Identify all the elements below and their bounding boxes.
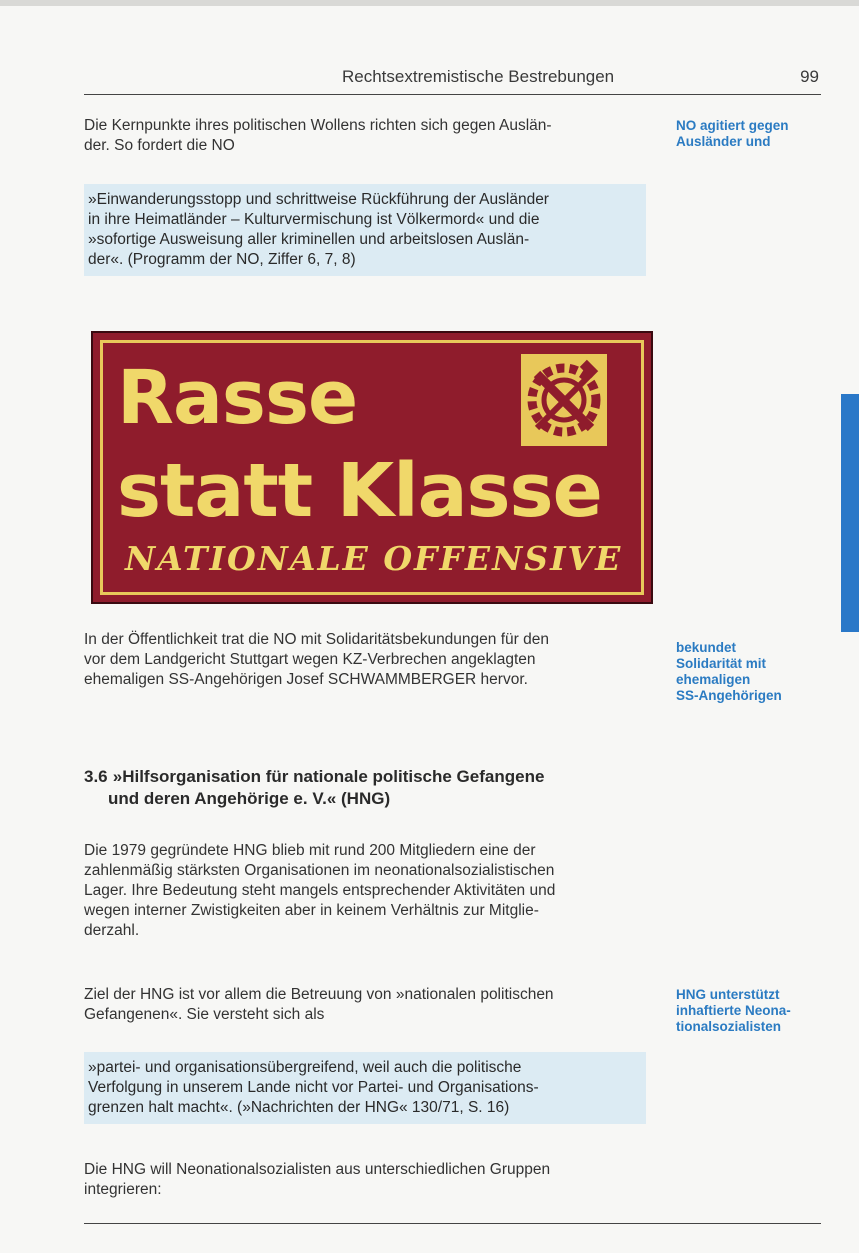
- note-line: HNG unterstützt: [676, 987, 780, 1002]
- section-number: 3.6: [84, 767, 108, 786]
- quote-line: »partei- und organisationsübergreifend, weil auch die politische: [88, 1059, 522, 1076]
- text-line: Lager. Ihre Bedeutung steht mangels entsprechender Aktivitäten und: [84, 882, 556, 899]
- poster-headline-2: statt Klasse: [117, 448, 602, 534]
- quote-line: der«. (Programm der NO, Ziffer 6, 7, 8): [88, 251, 356, 268]
- text-line: wegen interner Zwistigkeiten aber in keinem Verhältnis zur Mitglie-: [84, 902, 539, 919]
- margin-note-no-agitation: [676, 118, 826, 150]
- section-heading: [84, 766, 644, 810]
- gear-sword-emblem-icon: [521, 354, 607, 446]
- note-line: NO agitiert gegen: [676, 118, 789, 133]
- quote-line: Verfolgung in unserem Lande nicht vor Partei- und Organisations-: [88, 1079, 539, 1096]
- note-line: bekundet: [676, 640, 737, 655]
- running-title: Rechtsextremistische Bestrebungen: [342, 67, 615, 86]
- margin-note-solidarity: [676, 640, 826, 704]
- text-line: Gefangenen«. Sie versteht sich als: [84, 1006, 325, 1023]
- section-title-line1: »Hilfsorganisation für nationale politische Gefangene: [112, 767, 545, 786]
- note-line: inhaftierte Neona-: [676, 1003, 791, 1018]
- text-line: Die 1979 gegründete HNG blieb mit rund 200 Mitgliedern eine der: [84, 842, 536, 859]
- hng-paragraph: [84, 841, 646, 941]
- bottom-rule: [84, 1223, 821, 1224]
- text-line: der. So fordert die NO: [84, 137, 235, 154]
- quote-no-program: [84, 184, 646, 276]
- text-line: Die HNG will Neonationalsozialisten aus unterschiedlichen Gruppen: [84, 1161, 551, 1178]
- quote-hng-news: [84, 1052, 646, 1124]
- poster-frame: [100, 340, 644, 595]
- quote-line: grenzen halt macht«. (»Nachrichten der HNG« 130/71, S. 16): [88, 1099, 510, 1116]
- text-line: vor dem Landgericht Stuttgart wegen KZ-Verbrechen angeklagten: [84, 651, 536, 668]
- note-line: tionalsozialisten: [676, 1019, 782, 1034]
- margin-note-hng-support: [676, 987, 826, 1035]
- integrate-paragraph: [84, 1160, 646, 1200]
- text-line: derzahl.: [84, 922, 140, 939]
- page-number: 99: [800, 67, 819, 86]
- running-header: [84, 64, 821, 95]
- text-line: zahlenmäßig stärksten Organisationen im neonationalsozialistischen: [84, 862, 555, 879]
- intro-paragraph: [84, 116, 646, 156]
- section-title-line2: und deren Angehörige e. V.« (HNG): [108, 789, 391, 808]
- note-line: SS-Angehörigen: [676, 688, 782, 703]
- solidarity-paragraph: [84, 630, 646, 690]
- note-line: Ausländer und: [676, 134, 771, 149]
- text-line: integrieren:: [84, 1181, 162, 1198]
- text-line: Die Kernpunkte ihres politischen Wollens richten sich gegen Auslän-: [84, 117, 552, 134]
- quote-line: »sofortige Ausweisung aller kriminellen und arbeitslosen Auslän-: [88, 231, 530, 248]
- poster-image: [91, 331, 653, 604]
- poster-subline: NATIONALE OFFENSIVE: [125, 539, 623, 578]
- note-line: Solidarität mit: [676, 656, 767, 671]
- note-line: ehemaligen: [676, 672, 751, 687]
- top-edge: [0, 0, 859, 6]
- goal-paragraph: [84, 985, 646, 1025]
- quote-line: »Einwanderungsstopp und schrittweise Rückführung der Ausländer: [88, 191, 549, 208]
- text-line: In der Öffentlichkeit trat die NO mit Solidaritätsbekundungen für den: [84, 631, 549, 648]
- text-line: ehemaligen SS-Angehörigen Josef SCHWAMMBERGER hervor.: [84, 671, 528, 688]
- text-line: Ziel der HNG ist vor allem die Betreuung von »nationalen politischen: [84, 986, 554, 1003]
- quote-line: in ihre Heimatländer – Kulturvermischung ist Völkermord« und die: [88, 211, 540, 228]
- poster-headline-1: Rasse: [117, 355, 358, 441]
- chapter-side-tab: [841, 394, 859, 632]
